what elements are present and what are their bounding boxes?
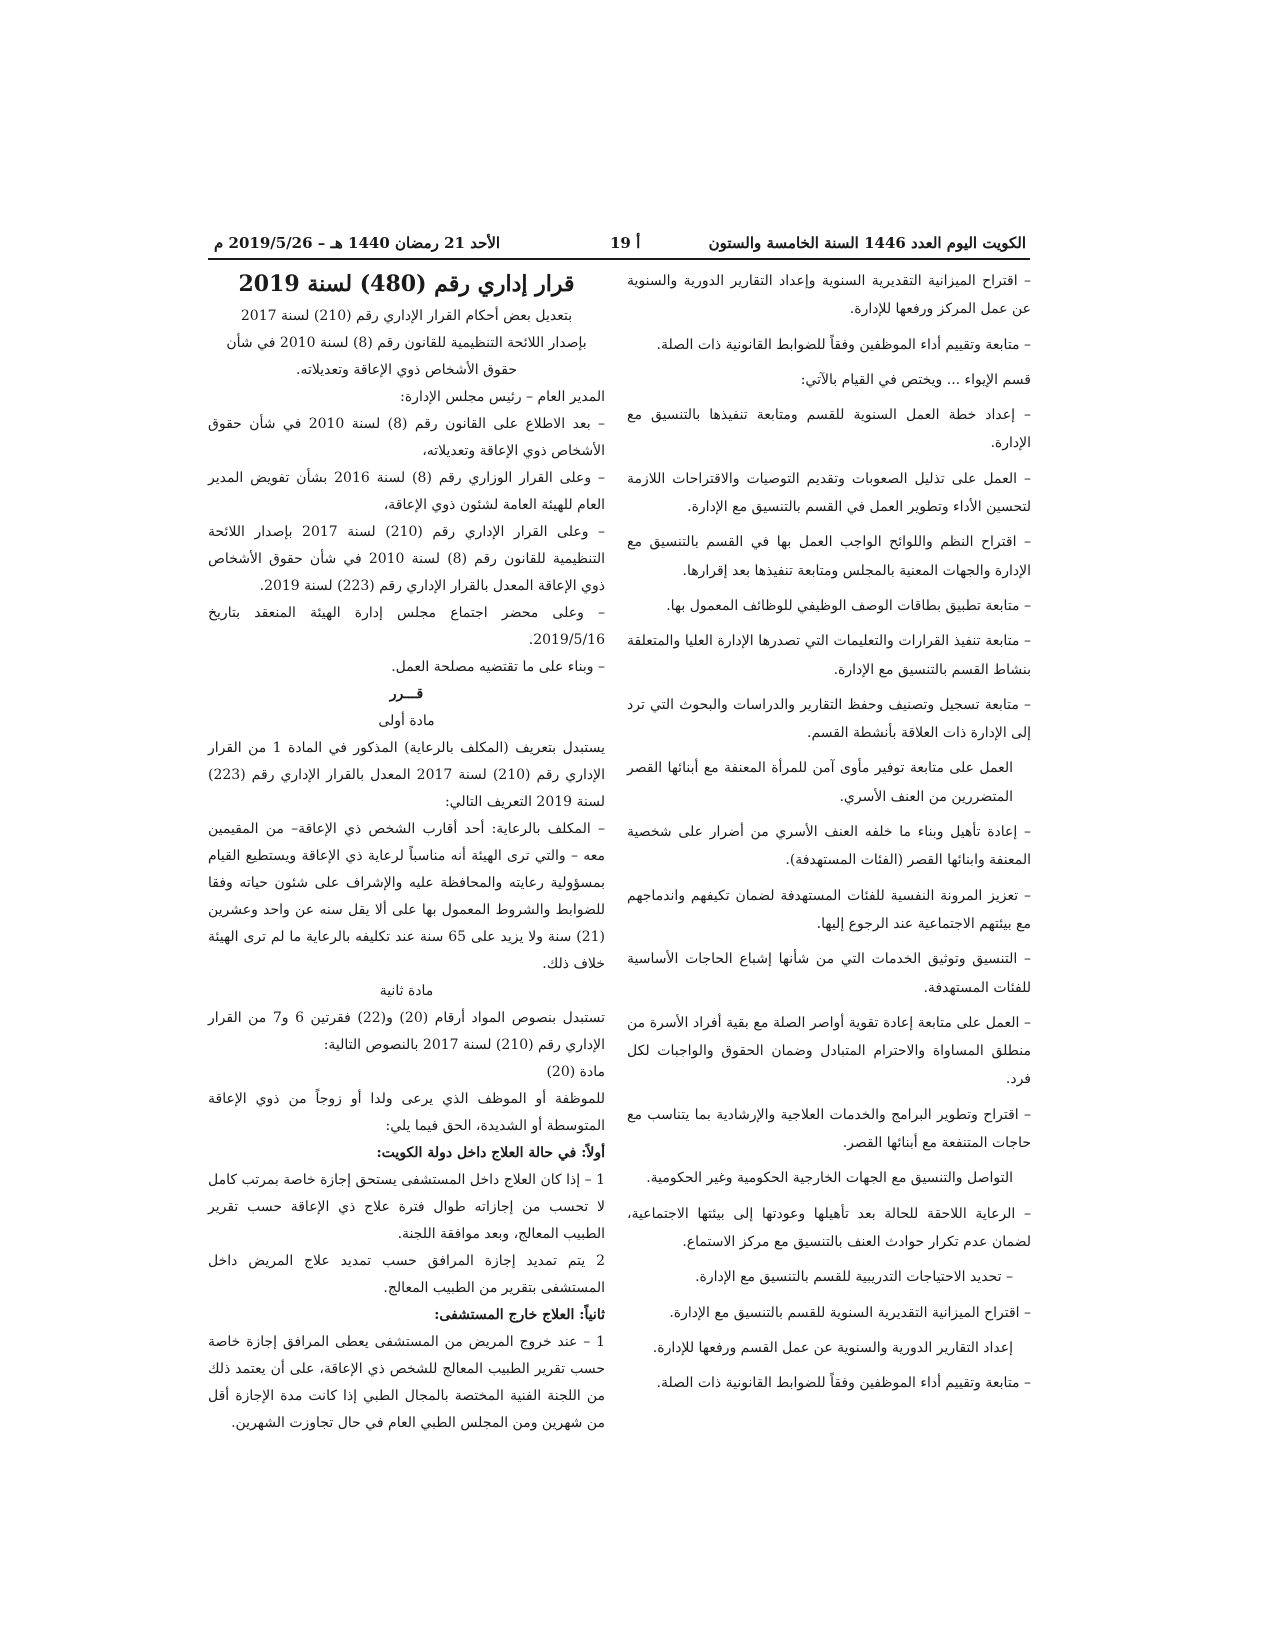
paragraph: – اقتراح الميزانية التقديرية السنوية للقسم بالتنسيق مع الإدارة.: [669, 1304, 1031, 1321]
article-text: تستبدل بنصوص المواد أرقام (20) و(22) فقرتين 6 و7 من القرار الإداري رقم (210) لسنة 2017 بالنصوص التالية:: [208, 1010, 606, 1053]
clause-heading: أولاً: في حالة العلاج داخل دولة الكويت:: [376, 1145, 605, 1161]
clause-text: 1 – إذا كان العلاج داخل المستشفى يستحق إجازة خاصة بمرتب كامل لا تحسب من إجازاته طوال فترة علاج ذي الإعاقة حسب تقرير الطبيب المعالج، وبعد موافقة اللجنة.: [208, 1172, 605, 1242]
clause-heading: ثانياً: العلاج خارج المستشفى:: [434, 1307, 605, 1323]
paragraph: – اقتراح النظم واللوائح الواجب العمل بها في القسم بالتنسيق مع الإدارة والجهات المعنية بالمجلس ومتابعة تنفيذها بعد إقرارها.: [627, 534, 1031, 579]
preamble-item: – وعلى القرار الإداري رقم (210) لسنة 2017 بإصدار اللائحة التنظيمية للقانون رقم (8) لسنة 2010 في شأن حقوق الأشخاص ذوي الإعاقة المعدل بالقرار الإداري رقم (223) لسنة 2019.: [208, 524, 605, 594]
article-heading: مادة (20): [546, 1064, 605, 1080]
paragraph: التواصل والتنسيق مع الجهات الخارجية الحكومية وغير الحكومية.: [646, 1170, 1013, 1187]
paragraph: – اقتراح الميزانية التقديرية السنوية وإعداد التقارير الدورية والسنوية عن عمل المركز ورفعها للإدارة.: [627, 273, 1031, 318]
section-heading: قسم الإيواء ... ويختص في القيام بالآتي:: [800, 371, 1031, 388]
page-header: [208, 232, 1030, 260]
paragraph: – اقتراح وتطوير البرامج والخدمات العلاجية والإرشادية بما يتناسب مع حاجات المتنفعة مع أبنائها القصر.: [627, 1106, 1031, 1152]
paragraph: – التنسيق وتوثيق الخدمات التي من شأنها إشباع الحاجات الأساسية للفئات المستهدفة.: [627, 951, 1031, 996]
issuer: المدير العام – رئيس مجلس الإدارة:: [400, 389, 605, 405]
paragraph: – تعزيز المرونة النفسية للفئات المستهدفة لضمان تكيفهم واندماجهم مع بيئتهم الاجتماعية عند الرجوع إليها.: [627, 887, 1031, 932]
decision-title: قرار إداري رقم (480) لسنة 2019: [238, 271, 575, 297]
article-text: يستبدل بتعريف (المكلف بالرعاية) المذكور في المادة 1 من القرار الإداري رقم (210) لسنة 2017 المعدل بالقرار الإداري رقم (223) لسنة 2019 التعريف التالي:: [208, 740, 605, 810]
paragraph: – تحديد الاحتياجات التدريبية للقسم بالتنسيق مع الإدارة.: [695, 1269, 1013, 1286]
paragraph: – إعداد خطة العمل السنوية للقسم ومتابعة تنفيذها بالتنسيق مع الإدارة.: [627, 407, 1031, 452]
left-column: [208, 267, 605, 1437]
article-heading: مادة ثانية: [379, 983, 434, 999]
clause-text: 2 يتم تمديد إجازة المرافق حسب تمديد علاج المريض داخل المستشفى بتقرير من الطبيب المعالج.: [208, 1253, 605, 1296]
paragraph: – متابعة تنفيذ القرارات والتعليمات التي تصدرها الإدارة العليا والمتعلقة بنشاط القسم بالتنسيق مع الإدارة.: [627, 633, 1031, 678]
paragraph: العمل على متابعة توفير مأوى آمن للمرأة المعنفة مع أبنائها القصر المتضررين من العنف الأسري.: [627, 760, 1013, 805]
paragraph: إعداد التقارير الدورية والسنوية عن عمل القسم ورفعها للإدارة.: [652, 1339, 1013, 1356]
paragraph: – متابعة وتقييم أداء الموظفين وفقاً للضوابط القانونية ذات الصلة.: [656, 1375, 1031, 1392]
decision-subtitle: بإصدار اللائحة التنظيمية للقانون رقم (8) لسنة 2010 في شأن: [226, 335, 587, 351]
article-text: – المكلف بالرعاية: أحد أقارب الشخص ذي الإعاقة– من المقيمين معه – والتي ترى الهيئة أنه مناسباً لرعاية ذي الإعاقة ويستطيع القيام بمسؤولية رعايته والمحافظة عليه والإشراف على شئون حياته وفقا للضوابط والشروط المعمول بها على ألا يقل سنه عن واحد وعشرين (21) سنة ولا يزيد على 65 سنة عند تكليفه بالرعاية ما لم ترى الهيئة خلاف ذلك.: [208, 821, 605, 972]
decided-heading: قـــرر: [389, 686, 424, 702]
paragraph: – العمل على متابعة إعادة تقوية أواصر الصلة مع بقية أفراد الأسرة من منطلق المساواة والاحترام المتبادل وضمان الحقوق والواجبات لكل فرد.: [627, 1014, 1031, 1088]
decision-subtitle: بتعديل بعض أحكام القرار الإداري رقم (210) لسنة 2017: [240, 308, 573, 324]
preamble-item: – وعلى محضر اجتماع مجلس إدارة الهيئة المنعقد بتاريخ 2019/5/16.: [208, 605, 605, 648]
decision-subtitle: حقوق الأشخاص ذوي الإعاقة وتعديلاته.: [296, 362, 517, 378]
paragraph: – متابعة تسجيل وتصنيف وحفظ التقارير والدراسات والبحوث التي ترد إلى الإدارة ذات العلاقة بأنشطة القسم.: [627, 696, 1031, 742]
paragraph: – متابعة تطبيق بطاقات الوصف الوظيفي للوظائف المعمول بها.: [666, 597, 1031, 614]
paragraph: – متابعة وتقييم أداء الموظفين وفقاً للضوابط القانونية ذات الصلة.: [656, 336, 1031, 353]
article-heading: مادة أولى: [378, 713, 435, 729]
paragraph: – الرعاية اللاحقة للحالة بعد تأهيلها وعودتها إلى بيئتها الاجتماعية، لضمان عدم تكرار حوادث العنف بالتنسيق مع مركز الاستماع.: [627, 1205, 1031, 1250]
preamble-item: – بعد الاطلاع على القانون رقم (8) لسنة 2010 في شأن حقوق الأشخاص ذوي الإعاقة وتعديلاته،: [208, 416, 605, 459]
article-text: للموظفة أو الموظف الذي يرعى ولدا أو زوجاً من ذوي الإعاقة المتوسطة أو الشديدة، الحق فيما يلي:: [208, 1091, 605, 1134]
right-column: [627, 267, 1031, 1404]
clause-text: 1 – عند خروج المريض من المستشفى يعطى المرافق إجازة خاصة حسب تقرير الطبيب المعالج للشخص ذي الإعاقة، على أن يعتمد ذلك من اللجنة الفنية المختصة بالمجال الطبي إذا كانت مدة الإجازة أقل من شهرين ومن المجلس الطبي العام في حال تجاوزت الشهرين.: [208, 1334, 605, 1431]
preamble-item: – وعلى القرار الوزاري رقم (8) لسنة 2016 بشأن تفويض المدير العام للهيئة العامة لشئون ذوي الإعاقة،: [208, 470, 605, 513]
header-page-number: أ 19: [610, 234, 641, 252]
header-issue: الكويت اليوم العدد 1446 السنة الخامسة والستون: [708, 234, 1026, 252]
preamble-item: – وبناء على ما تقتضيه مصلحة العمل.: [391, 659, 605, 675]
paragraph: – إعادة تأهيل وبناء ما خلفه العنف الأسري من أضرار على شخصية المعنفة وابنائها القصر (الفئات المستهدفة).: [627, 824, 1031, 869]
header-date: الأحد 21 رمضان 1440 هـ – 2019/5/26 م: [214, 234, 501, 252]
paragraph: – العمل على تذليل الصعوبات وتقديم التوصيات والاقتراحات اللازمة لتحسين الأداء وتطوير العمل في القسم بالتنسيق مع الإدارة.: [627, 470, 1031, 516]
